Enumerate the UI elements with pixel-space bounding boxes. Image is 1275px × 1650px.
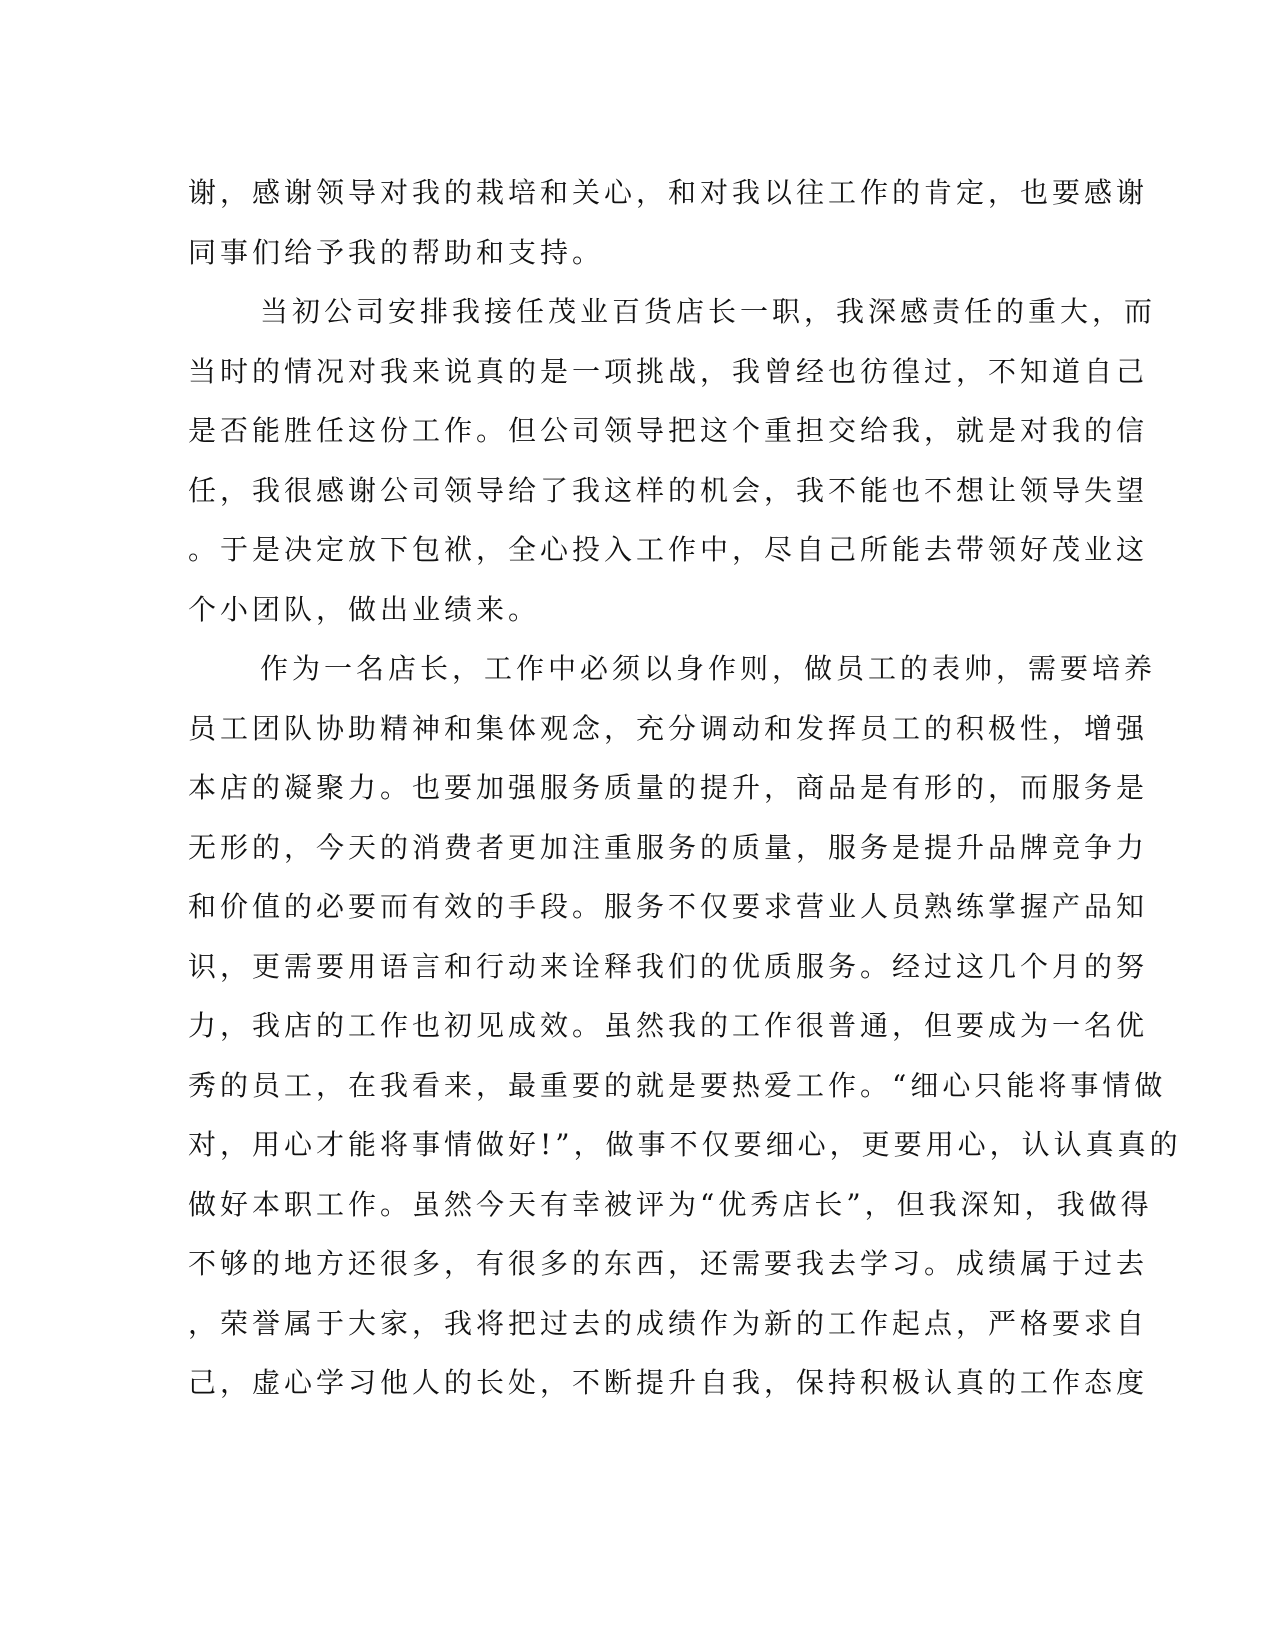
text-line: 秀的员工，在我看来，最重要的就是要热爱工作。“细心只能将事情做	[188, 1068, 1167, 1102]
text-line: 同事们给予我的帮助和支持。	[188, 235, 605, 269]
body-text	[188, 163, 1182, 1413]
text-line: 本店的凝聚力。也要加强服务质量的提升，商品是有形的，而服务是	[188, 771, 1149, 804]
text-line: 己，虚心学习他人的长处，不断提升自我，保持积极认真的工作态度	[188, 1366, 1149, 1399]
text-line: 识，更需要用语言和行动来诠释我们的优质服务。经过这几个月的努	[188, 949, 1149, 983]
text-line: 当时的情况对我来说真的是一项挑战，我曾经也彷徨过，不知道自己	[188, 354, 1149, 388]
text-line: 员工团队协助精神和集体观念，充分调动和发挥员工的积极性，增强	[188, 711, 1149, 745]
text-line: 。于是决定放下包袱，全心投入工作中，尽自己所能去带领好茂业这	[188, 533, 1149, 566]
text-line: 无形的，今天的消费者更加注重服务的质量，服务是提升品牌竞争力	[188, 830, 1149, 864]
text-line: 任，我很感谢公司领导给了我这样的机会，我不能也不想让领导失望	[188, 473, 1149, 507]
paragraph-start-line: 当初公司安排我接任茂业百货店长一职，我深感责任的重大，而	[260, 295, 1157, 328]
text-line: ，荣誉属于大家，我将把过去的成绩作为新的工作起点，严格要求自	[188, 1306, 1149, 1340]
text-line: 谢，感谢领导对我的栽培和关心，和对我以往工作的肯定，也要感谢	[188, 176, 1149, 209]
text-line: 和价值的必要而有效的手段。服务不仅要求营业人员熟练掌握产品知	[188, 890, 1149, 923]
text-line: 做好本职工作。虽然今天有幸被评为“优秀店长”，但我深知，我做得	[188, 1187, 1153, 1221]
text-line: 个小团队，做出业绩来。	[188, 592, 541, 626]
text-line: 不够的地方还很多，有很多的东西，还需要我去学习。成绩属于过去	[188, 1247, 1149, 1280]
paragraph-start-line: 作为一名店长，工作中必须以身作则，做员工的表帅，需要培养	[260, 652, 1157, 685]
text-line: 力，我店的工作也初见成效。虽然我的工作很普通，但要成为一名优	[188, 1009, 1149, 1042]
text-line: 是否能胜任这份工作。但公司领导把这个重担交给我，就是对我的信	[188, 414, 1149, 447]
text-line: 对，用心才能将事情做好!”，做事不仅要细心，更要用心，认认真真的	[188, 1128, 1182, 1161]
